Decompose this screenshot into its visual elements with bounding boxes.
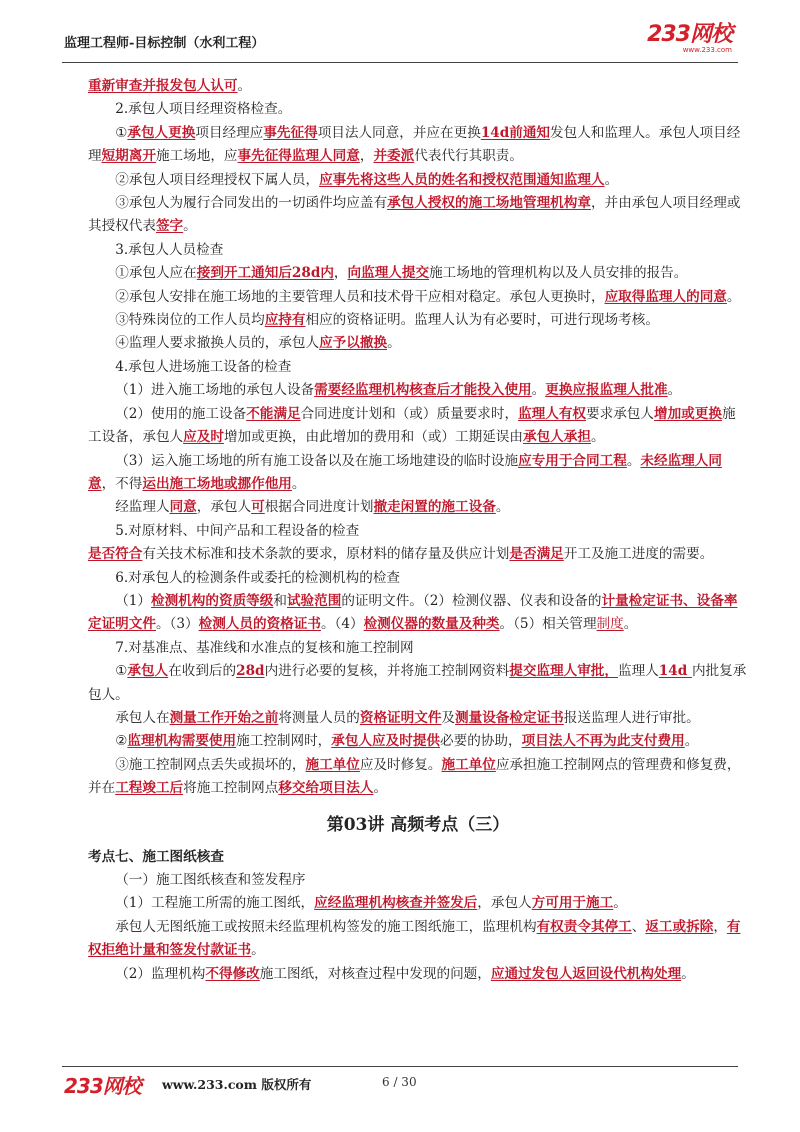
text-run: 。 bbox=[681, 965, 695, 982]
highlighted-text: 测量设备检定证书 bbox=[455, 709, 564, 726]
paragraph bbox=[88, 707, 748, 730]
text-run: 和 bbox=[273, 592, 287, 609]
highlighted-text: 承包人更换 bbox=[127, 124, 196, 141]
text-run: 内批复承包人。 bbox=[88, 663, 747, 703]
text-run: 3.承包人人员检查 bbox=[115, 241, 224, 258]
text-run: 。 bbox=[623, 616, 638, 633]
highlighted-text: 应及时 bbox=[183, 429, 224, 446]
paragraph bbox=[88, 262, 748, 285]
text-run: ② bbox=[115, 733, 128, 750]
text-run: （2）使用的施工设备 bbox=[115, 405, 247, 422]
text-run: 。 bbox=[387, 335, 401, 352]
text-run: （3）运入施工场地的所有施工设备以及在施工场地建设的临时设施 bbox=[115, 452, 519, 469]
text-run: 应承担施工控制网点的管理费和修复费，并在 bbox=[88, 756, 741, 797]
highlighted-text: 向监理人提交 bbox=[347, 265, 430, 282]
highlighted-text: 应通过发包人返回设代机构处理 bbox=[490, 965, 682, 982]
text-run: 。 bbox=[667, 382, 682, 399]
text-run: 项目法人同意，并应在更换 bbox=[317, 124, 481, 141]
highlighted-text: 检测机构的资质等级 bbox=[151, 592, 274, 609]
highlighted-text: 测量工作开始之前 bbox=[169, 709, 279, 726]
paragraph bbox=[88, 963, 748, 986]
paragraph bbox=[88, 543, 748, 566]
text-run: 有关技术标准和技术条款的要求，原材料的储存量及供应计划 bbox=[142, 546, 510, 563]
page-number: 6 / 30 bbox=[382, 1075, 417, 1089]
text-run: （1）进入施工场地的承包人设备 bbox=[115, 382, 315, 399]
text-run: 。 bbox=[613, 895, 627, 912]
page-footer bbox=[62, 1070, 738, 1100]
text-run: 。 bbox=[604, 171, 619, 188]
paragraph bbox=[88, 660, 748, 707]
highlighted-text: 应专用于合同工程 bbox=[518, 452, 627, 469]
highlighted-text: 应事先将这些人员的姓名和授权范围通知监理人 bbox=[319, 171, 605, 188]
highlighted-text: 应持有 bbox=[264, 312, 306, 329]
text-run: 要求承包人 bbox=[586, 405, 654, 422]
paragraph bbox=[88, 869, 748, 892]
text-run: 。 bbox=[373, 780, 388, 797]
paragraph bbox=[88, 332, 748, 355]
text-run: 承包人无图纸施工或按照未经监理机构签发的施工图纸施工，监理机构 bbox=[115, 918, 537, 935]
brand-logo-url: www.233.com bbox=[682, 46, 732, 54]
highlighted-text: 不能满足 bbox=[246, 405, 301, 422]
footer-copyright: www.233.com 版权所有 bbox=[162, 1077, 312, 1092]
text-run: 承包人在 bbox=[115, 709, 170, 726]
text-run: 、 bbox=[631, 918, 646, 935]
highlighted-text: 项目法人不再为此支付费用 bbox=[521, 733, 685, 750]
text-run: 。 bbox=[726, 288, 741, 305]
text-run: 7.对基准点、基准线和水准点的复核和施工控制网 bbox=[115, 639, 414, 656]
paragraph bbox=[88, 520, 748, 543]
text-run: 。 bbox=[237, 78, 252, 94]
text-run: 监理人 bbox=[618, 663, 659, 680]
paragraph bbox=[88, 356, 748, 379]
paragraph bbox=[88, 122, 748, 169]
text-run: 施工场地的管理机构以及人员安排的报告。 bbox=[429, 265, 688, 282]
text-run: ，不得 bbox=[101, 475, 143, 492]
highlighted-text: 不得修改 bbox=[205, 965, 260, 982]
text-run: 。（5）相关管理 bbox=[499, 616, 597, 633]
highlighted-text: 是否满足 bbox=[509, 546, 564, 563]
document-title: 监理工程师-目标控制（水利工程） bbox=[64, 36, 265, 51]
text-run: 。 bbox=[495, 499, 510, 516]
highlighted-text: 可 bbox=[251, 499, 265, 516]
highlighted-text: 计量检定证书、设备率定证明文件 bbox=[88, 592, 738, 633]
text-run: ①承包人应在 bbox=[115, 265, 197, 282]
highlighted-text: 承包人应及时提供 bbox=[331, 733, 441, 750]
highlighted-text: 有权拒绝计量和签发付款证书 bbox=[88, 918, 741, 959]
highlighted-text: 应取得监理人的同意 bbox=[604, 288, 727, 305]
highlighted-text: 应经监理机构核查并签发后 bbox=[314, 895, 478, 912]
text-run: ， bbox=[359, 148, 374, 165]
text-run: （1） bbox=[115, 592, 152, 609]
text-run: 4.承包人进场施工设备的检查 bbox=[115, 358, 292, 375]
text-run: 2.承包人项目经理资格检查。 bbox=[115, 101, 292, 118]
footer-divider bbox=[62, 1066, 738, 1067]
text-run: 相应的资格证明。监理人认为有必要时，可进行现场考核。 bbox=[305, 312, 659, 329]
paragraph bbox=[88, 309, 748, 332]
paragraph bbox=[88, 567, 748, 590]
text-run: 6.对承包人的检测条件或委托的检测机构的检查 bbox=[115, 569, 401, 586]
text-run: 。 bbox=[626, 452, 641, 469]
lecture-heading: 第03讲 高频考点（三） bbox=[326, 814, 510, 835]
paragraph bbox=[88, 75, 748, 98]
section-1 bbox=[88, 75, 748, 801]
highlighted-text: 重新审查并报发包人认可 bbox=[88, 78, 238, 94]
text-run: ③承包人为履行合同发出的一切函件均应盖有 bbox=[115, 195, 388, 212]
text-run: 报送监理人进行审批。 bbox=[563, 709, 700, 726]
highlighted-text: 移交给项目法人 bbox=[278, 780, 374, 797]
text-run: ，并由承包人项目经理或其授权代表 bbox=[88, 195, 741, 235]
text-run: 施工图纸，对核查过程中发现的问题， bbox=[259, 965, 491, 982]
footer-logo: 233网校 bbox=[64, 1074, 141, 1098]
paragraph bbox=[88, 192, 748, 239]
text-run: 。 bbox=[291, 475, 306, 492]
text-run: 发包人和监理人。承包人项目经理 bbox=[88, 124, 741, 165]
brand-logo-text: 233网校 bbox=[647, 22, 732, 47]
highlighted-text: 短期离开 bbox=[101, 148, 156, 165]
text-run: （一）施工图纸核查和签发程序 bbox=[115, 872, 306, 888]
highlighted-text: 未经监理人同意 bbox=[88, 452, 722, 492]
paragraph bbox=[88, 892, 748, 915]
paragraph bbox=[88, 916, 748, 963]
highlighted-text: 承包人 bbox=[127, 663, 169, 680]
highlighted-text: 检测人员的资格证书 bbox=[198, 616, 321, 633]
text-run: ②承包人安排在施工场地的主要管理人员和技术骨干应相对稳定。承包人更换时， bbox=[115, 288, 605, 305]
header-divider bbox=[62, 62, 738, 63]
highlighted-text: 工程竣工后 bbox=[115, 780, 184, 797]
highlighted-text: 方可用于施工 bbox=[531, 895, 614, 912]
highlighted-text: 是否符合 bbox=[88, 546, 143, 563]
text-run: 经监理人 bbox=[115, 499, 170, 516]
highlighted-text: 监理人有权 bbox=[518, 405, 587, 422]
paragraph bbox=[88, 754, 748, 801]
text-run: 将施工控制网点 bbox=[183, 780, 279, 797]
highlighted-text: 应予以撤换 bbox=[319, 335, 388, 352]
text-run: ④监理人要求撤换人员的，承包人 bbox=[115, 335, 320, 352]
text-run: 将测量人员的 bbox=[278, 709, 360, 726]
paragraph bbox=[88, 403, 748, 450]
text-run: 增加或更换，由此增加的费用和（或）工期延误由 bbox=[223, 429, 523, 446]
text-run: 施工场地，应 bbox=[155, 148, 238, 165]
text-run: 在收到后的 bbox=[168, 663, 237, 680]
paragraph bbox=[88, 169, 748, 192]
highlighted-text: 14d前通知 bbox=[480, 124, 551, 141]
highlighted-text: 承包人承担 bbox=[523, 429, 591, 446]
highlighted-text: 28d bbox=[236, 663, 265, 680]
paragraph bbox=[88, 286, 748, 309]
text-run: 内进行必要的复核，并将施工控制网资料 bbox=[264, 663, 510, 680]
highlighted-text: 承包人授权的施工场地管理机构章 bbox=[387, 195, 591, 212]
highlighted-text: 14d bbox=[658, 663, 692, 680]
highlighted-text: 制度 bbox=[596, 616, 624, 633]
paragraph bbox=[88, 450, 748, 497]
paragraph bbox=[88, 98, 748, 121]
text-run: （2）监理机构 bbox=[115, 965, 206, 982]
highlighted-text: 考点七、施工图纸核查 bbox=[88, 848, 224, 865]
text-run: 。 bbox=[531, 382, 546, 399]
paragraph bbox=[88, 730, 748, 753]
text-run: ，承包人 bbox=[477, 895, 532, 912]
highlighted-text: 施工单位 bbox=[305, 756, 360, 773]
text-run: 施工设备，承包人 bbox=[88, 405, 736, 446]
paragraph bbox=[88, 637, 748, 660]
highlighted-text: 事先征得 bbox=[263, 124, 318, 141]
highlighted-text: 需要经监理机构核查后才能投入使用 bbox=[314, 382, 532, 399]
highlighted-text: 资格证明文件 bbox=[359, 709, 442, 726]
text-run: 应及时修复。 bbox=[359, 756, 442, 773]
highlighted-text: 增加或更换 bbox=[654, 405, 722, 422]
text-run: 代表代行其职责。 bbox=[414, 148, 523, 165]
highlighted-text: 签字 bbox=[155, 218, 184, 235]
text-run: 。（3） bbox=[155, 616, 199, 633]
paragraph bbox=[88, 496, 748, 519]
text-run: 施工控制网时， bbox=[236, 733, 332, 750]
brand-logo bbox=[647, 24, 732, 55]
highlighted-text: 监理机构需要使用 bbox=[127, 733, 237, 750]
highlighted-text: 有权责令其停工 bbox=[536, 918, 632, 935]
text-run: 根据合同进度计划 bbox=[264, 499, 374, 516]
text-run: ，承包人 bbox=[196, 499, 252, 516]
text-run: （1）工程施工所需的施工图纸， bbox=[115, 895, 315, 912]
text-run: ②承包人项目经理授权下属人员， bbox=[115, 171, 320, 188]
text-run: ， bbox=[333, 265, 348, 282]
text-run: 。 bbox=[684, 733, 699, 750]
highlighted-text: 撤走闲置的施工设备 bbox=[373, 499, 496, 516]
highlighted-text: 施工单位 bbox=[441, 756, 496, 773]
text-run: 及 bbox=[441, 709, 456, 726]
text-run: 项目经理应 bbox=[195, 124, 264, 141]
paragraph bbox=[88, 239, 748, 262]
page-header bbox=[62, 24, 738, 60]
highlighted-text: 返工或拆除 bbox=[645, 918, 714, 935]
paragraph bbox=[88, 590, 748, 637]
highlighted-text: 运出施工场地或挪作他用 bbox=[142, 475, 292, 492]
text-run: ， bbox=[713, 918, 727, 935]
highlighted-text: 试验范围 bbox=[286, 592, 342, 609]
paragraph bbox=[88, 846, 748, 869]
section-2 bbox=[88, 846, 748, 986]
highlighted-text: 更换应报监理人批准 bbox=[545, 382, 668, 399]
text-run: 。 bbox=[251, 942, 265, 959]
text-run: 开工及施工进度的需要。 bbox=[563, 546, 714, 563]
text-run: ③特殊岗位的工作人员均 bbox=[115, 312, 265, 329]
highlighted-text: 事先征得监理人同意 bbox=[237, 148, 360, 165]
highlighted-text: 提交监理人审批， bbox=[509, 663, 618, 680]
text-run: ① bbox=[115, 124, 128, 141]
highlighted-text: 同意 bbox=[169, 499, 197, 516]
text-run: 合同进度计划和（或）质量要求时， bbox=[300, 405, 519, 422]
text-run: 。 bbox=[590, 429, 605, 446]
highlighted-text: 接到开工通知后28d内 bbox=[196, 265, 334, 282]
highlighted-text: 检测仪器的数量及种类 bbox=[363, 616, 500, 633]
document-body bbox=[88, 75, 748, 986]
text-run: ③施工控制网点丢失或损坏的， bbox=[115, 756, 306, 773]
text-run: 必要的协助， bbox=[440, 733, 522, 750]
text-run: 。 bbox=[183, 218, 197, 235]
highlighted-text: 并委派 bbox=[373, 148, 415, 165]
paragraph bbox=[88, 379, 748, 402]
text-run: ① bbox=[115, 663, 128, 680]
text-run: 5.对原材料、中间产品和工程设备的检查 bbox=[115, 522, 360, 539]
text-run: 的证明文件。（2）检测仪器、仪表和设备的 bbox=[341, 592, 602, 609]
text-run: 。（4） bbox=[320, 616, 364, 633]
